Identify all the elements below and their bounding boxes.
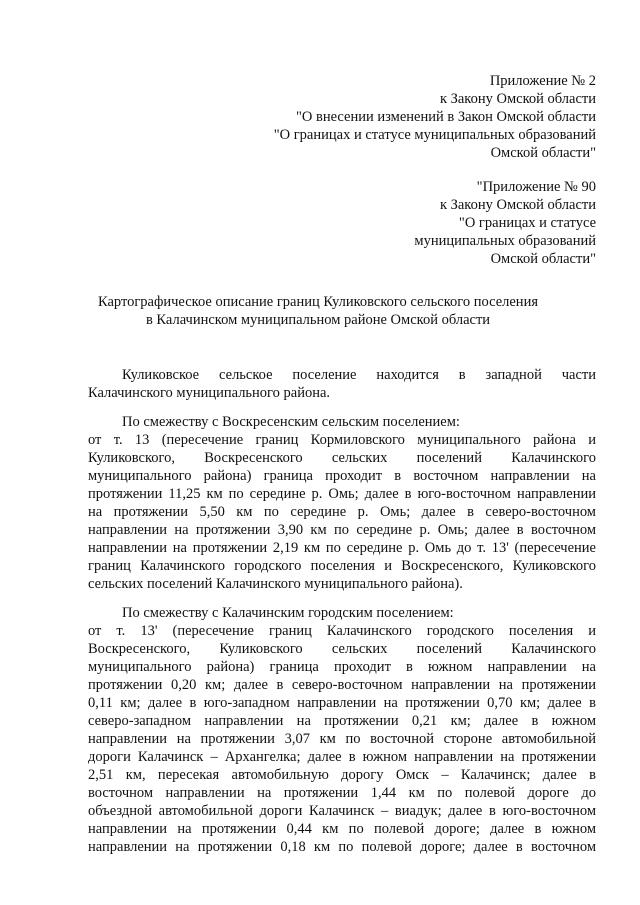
- header-line: муниципальных образований: [414, 233, 596, 249]
- paragraph-line: протяжении 11,25 км по середине р. Омь; далее в юго-восточном направлении: [88, 486, 596, 502]
- header-line: "Приложение № 90: [476, 179, 596, 195]
- paragraph-line: направлении на протяжении 2,19 км по середине р. Омь до т. 13' (пересечение: [88, 540, 596, 556]
- section-kalachinsk: [88, 604, 596, 856]
- paragraph-line: направлении на протяжении 0,44 км по полевой дороге; далее в южном: [88, 821, 596, 837]
- paragraph-line: направлении на протяжении 3,90 км по середине р. Омь; далее в восточном: [88, 522, 596, 538]
- paragraph-line: протяжении 0,20 км; далее в северо-восточном направлении на протяжении: [88, 677, 596, 693]
- header-line: к Закону Омской области: [439, 91, 596, 107]
- header-line: Омской области": [490, 251, 596, 267]
- paragraph-line: сельских поселений Калачинского муниципального района).: [88, 576, 463, 592]
- paragraph-line: направлении на протяжении 3,07 км по восточной стороне автомобильной: [88, 731, 596, 747]
- paragraph-line: 0,11 км; далее в юго-западном направлении на протяжении 0,70 км; далее в: [88, 695, 596, 711]
- paragraph-line: на протяжении 5,50 км по середине р. Омь; далее в северо-восточном: [88, 504, 596, 520]
- paragraph-line: от т. 13 (пересечение границ Кормиловского муниципального района и: [88, 432, 596, 448]
- header-line: к Закону Омской области: [439, 197, 596, 213]
- original-appendix-header: [414, 178, 596, 268]
- document-title: [40, 293, 596, 329]
- paragraph-line: границ Калачинского городского поселения и Воскресенского, Куликовского: [88, 558, 596, 574]
- paragraph-line: восточном направлении на протяжении 1,44 км по полевой дороге до: [88, 785, 596, 801]
- paragraph-line: муниципального района) граница проходит в южном направлении на: [88, 659, 596, 675]
- header-line: "О границах и статусе: [458, 215, 596, 231]
- section-voskresensky: [88, 413, 596, 593]
- appendix-header: [274, 72, 596, 162]
- paragraph-line: от т. 13' (пересечение границ Калачинского городского поселения и: [88, 623, 596, 639]
- title-line: в Калачинском муниципальном районе Омской области: [145, 312, 491, 328]
- header-line: "О границах и статусе муниципальных образований: [273, 127, 596, 143]
- paragraph-line: 2,51 км, пересекая автомобильную дорогу Омск – Калачинск; далее в: [88, 767, 596, 783]
- intro-paragraph: [88, 366, 596, 402]
- header-line: "О внесении изменений в Закон Омской области: [296, 109, 596, 125]
- paragraph-line: дороги Калачинск – Архангелка; далее в южном направлении на протяжении: [88, 749, 596, 765]
- paragraph-line: Калачинского муниципального района.: [88, 385, 331, 401]
- header-line: Омской области": [490, 145, 596, 161]
- paragraph-line: северо-западном направлении на протяжении 0,21 км; далее в южном: [88, 713, 596, 729]
- paragraph-line: Куликовское сельское поселение находится в западной части: [122, 367, 596, 383]
- paragraph-line: направлении на протяжении 0,18 км по полевой дороге; далее в восточном: [88, 839, 596, 855]
- section-heading: По смежеству с Калачинским городским поселением:: [122, 605, 454, 621]
- paragraph-line: муниципального района) граница проходит в восточном направлении на: [88, 468, 596, 484]
- section-heading: По смежеству с Воскресенским сельским поселением:: [122, 414, 460, 430]
- paragraph-line: объездной автомобильной дороги Калачинск – виадук; далее в юго-восточном: [88, 803, 596, 819]
- header-line: Приложение № 2: [489, 73, 596, 89]
- paragraph-line: Воскресенского, Куликовского сельских поселений Калачинского: [88, 641, 596, 657]
- paragraph-line: Куликовского, Воскресенского сельских поселений Калачинского: [88, 450, 596, 466]
- title-line: Картографическое описание границ Куликовского сельского поселения: [97, 294, 538, 310]
